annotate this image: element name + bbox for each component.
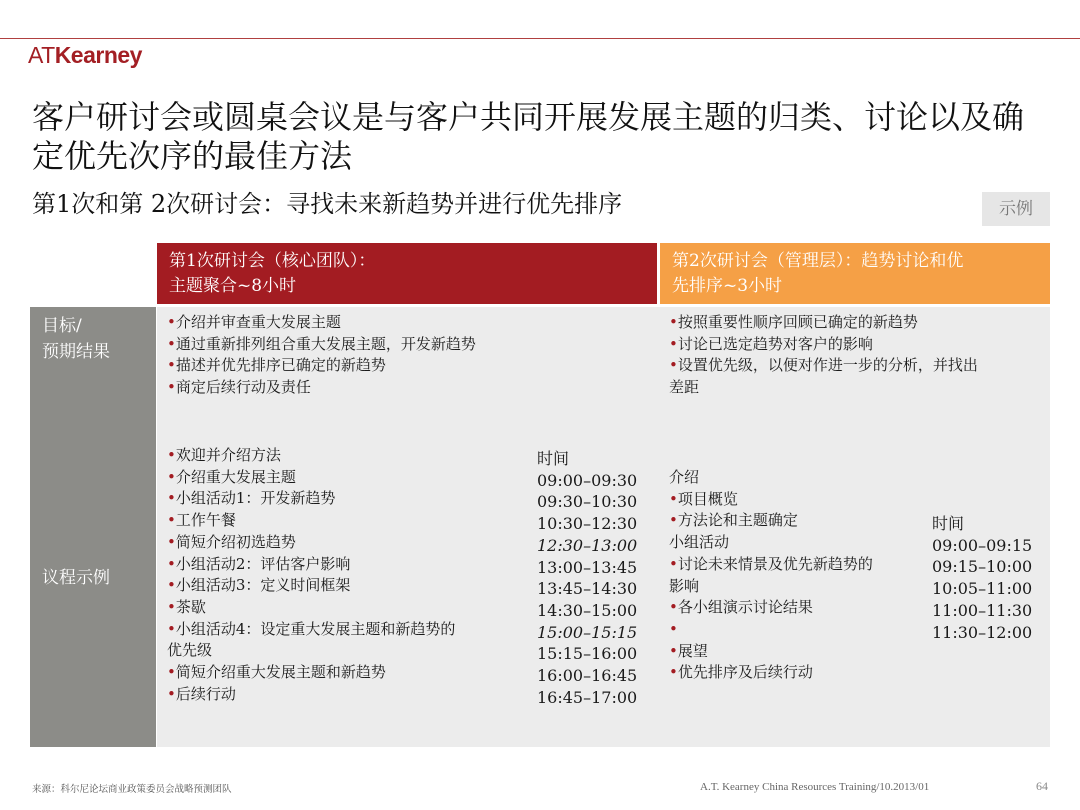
agenda-item: • 小组活动1：开发新趋势 xyxy=(167,488,455,510)
time-slot: 09:15–10:00 xyxy=(932,557,1033,577)
workshop2-goals xyxy=(669,312,1044,399)
time-slot: 13:45–14:30 xyxy=(537,579,638,599)
workshop1-header-line1: 第1次研讨会（核心团队）： xyxy=(169,251,376,271)
agenda-item: • 茶歇 xyxy=(167,597,455,619)
content-panel xyxy=(157,307,1050,747)
agenda-item: 优先级 xyxy=(167,641,213,660)
agenda-item: • 小组活动3：定义时间框架 xyxy=(167,575,455,597)
time-slot: 11:30–12:00 xyxy=(932,622,1033,642)
time-slot: 09:30–10:30 xyxy=(537,492,638,512)
agenda-item: • 简短介绍初选趋势 xyxy=(167,532,455,554)
agenda-item: • 简短介绍重大发展主题和新趋势 xyxy=(167,662,455,684)
list-item: • 按照重要性顺序回顾已确定的新趋势 xyxy=(669,312,1044,334)
time-slot: 13:00–13:45 xyxy=(537,557,638,577)
time-slot: 12:30–13:00 xyxy=(537,535,638,555)
time-slot: 10:05–11:00 xyxy=(932,579,1033,599)
list-item: • 商定后续行动及责任 xyxy=(167,377,476,399)
time-header: 时间 xyxy=(537,449,570,468)
workshop1-header xyxy=(157,243,657,304)
agenda-item: 小组活动 xyxy=(669,533,730,552)
agenda-item: 介绍 xyxy=(669,468,700,486)
workshop2-header-line1: 第2次研讨会（管理层）：趋势讨论和优 xyxy=(672,251,964,271)
page-title: 客户研讨会或圆桌会议是与客户共同开展发展主题的归类、讨论以及确定优先次序的最佳方法 xyxy=(32,98,1025,175)
agenda-item: • 优先排序及后续行动 xyxy=(669,662,873,684)
agenda-item: • 展望 xyxy=(669,641,873,663)
sample-badge: 示例 xyxy=(982,192,1050,226)
agenda-item: • 工作午餐 xyxy=(167,510,455,532)
time-slot: 14:30–15:00 xyxy=(537,600,638,620)
agenda-item: • 各小组演示讨论结果 xyxy=(669,597,873,619)
time-slot: 15:15–16:00 xyxy=(537,644,638,664)
workshop1-header-line2: 主题聚合~8小时 xyxy=(169,276,297,296)
row-label-column xyxy=(30,307,156,747)
workshop2-agenda xyxy=(669,467,873,684)
agenda-item: • 小组活动4：设定重大发展主题和新趋势的 xyxy=(167,619,455,641)
list-item: 差距 xyxy=(669,378,700,397)
agenda-item: • 欢迎并介绍方法 xyxy=(167,445,455,467)
top-rule xyxy=(0,38,1080,39)
list-item: • 介绍并审查重大发展主题 xyxy=(167,312,476,334)
agenda-item xyxy=(669,619,873,641)
list-item: • 描述并优先排序已确定的新趋势 xyxy=(167,355,476,377)
time-slot: 09:00–09:30 xyxy=(537,470,638,490)
list-item: • 讨论已选定趋势对客户的影响 xyxy=(669,334,1044,356)
time-slot: 16:45–17:00 xyxy=(537,687,638,707)
agenda-item: • 项目概览 xyxy=(669,489,873,511)
atkearney-logo: ATKearney xyxy=(28,42,142,68)
workshop1-goals xyxy=(167,312,476,399)
time-slot: 16:00–16:45 xyxy=(537,666,638,686)
time-header: 时间 xyxy=(932,514,965,533)
agenda-item: • 介绍重大发展主题 xyxy=(167,467,455,489)
list-item: • 通过重新排列组合重大发展主题，开发新趋势 xyxy=(167,334,476,356)
page-number: 64 xyxy=(1036,779,1048,793)
time-slot: 10:30–12:30 xyxy=(537,514,638,534)
time-slot: 09:00–09:15 xyxy=(932,535,1033,555)
footer-text: A.T. Kearney China Resources Training/10.2013/01 xyxy=(700,781,930,793)
agenda-item: 影响 xyxy=(669,576,700,595)
page-subtitle: 第1次和第 2次研讨会：寻找未来新趋势并进行优先排序 xyxy=(32,190,623,218)
workshop1-agenda xyxy=(167,445,455,705)
agenda-item: • 方法论和主题确定 xyxy=(669,510,873,532)
agenda-item: • 后续行动 xyxy=(167,684,455,706)
workshop1-times xyxy=(537,448,637,708)
workshop2-header xyxy=(660,243,1050,304)
workshop2-times xyxy=(932,513,1032,643)
agenda-item: • 小组活动2：评估客户影响 xyxy=(167,554,455,576)
list-item: • 设置优先级，以便对作进一步的分析，并找出 xyxy=(669,355,1044,377)
row-label-goals: 目标/ 预期结果 xyxy=(42,316,110,362)
agenda-item: • 讨论未来情景及优先新趋势的 xyxy=(669,554,873,576)
workshop2-header-line2: 先排序~3小时 xyxy=(672,276,783,296)
time-slot: 15:00–15:15 xyxy=(537,622,638,642)
time-slot: 11:00–11:30 xyxy=(932,600,1033,620)
row-label-agenda: 议程示例 xyxy=(42,568,110,588)
source-note: 来源：科尔尼论坛商业政策委员会战略预测团队 xyxy=(32,784,232,795)
